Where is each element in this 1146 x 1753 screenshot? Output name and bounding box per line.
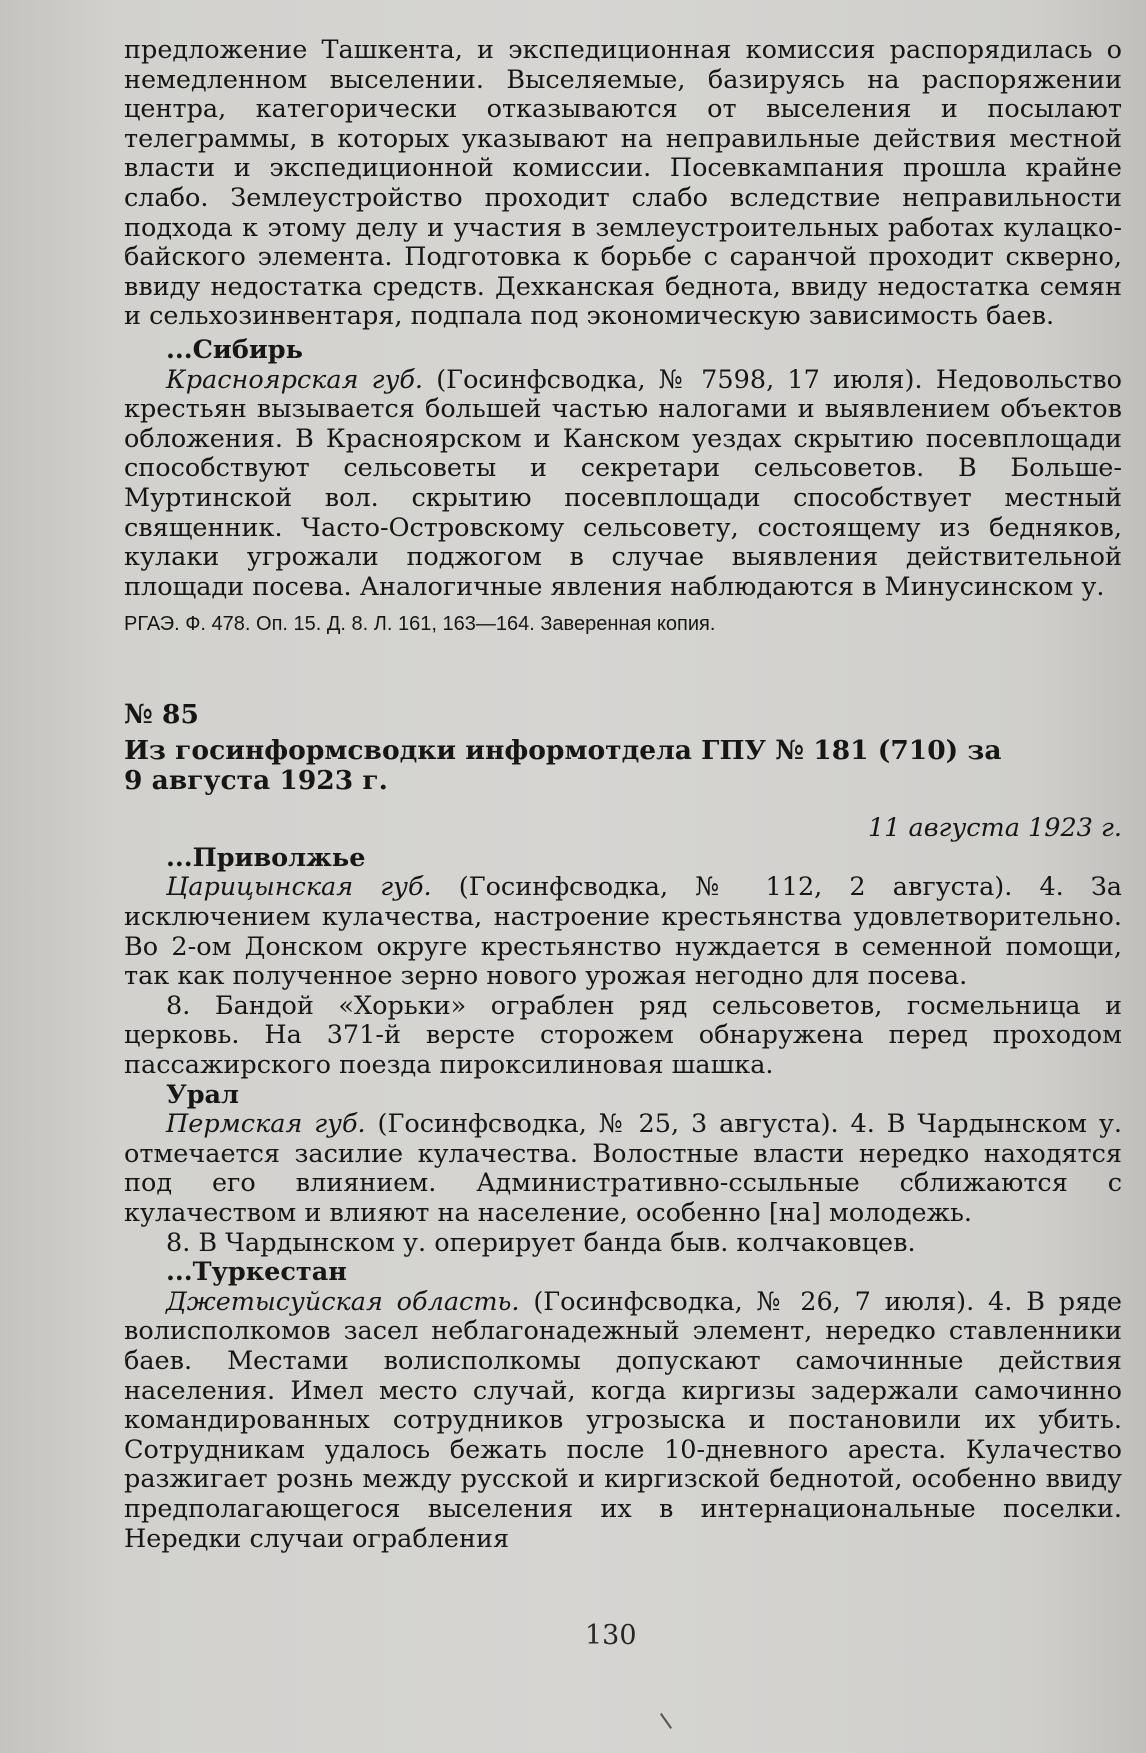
region-krasnoyarsk: Красноярская губ. [166,364,424,395]
heading-turkestan: ...Туркестан [166,1257,347,1288]
text-tsaritsyn: (Госинфсводка, № 112, 2 августа). 4. За исключением кулачества, настроение крестьянства удовлетворительно. Во 2-ом Донском округе крестьянство нуждается в семенной помощи, так как полученное зерно нового урожая негодно для посева. [124,872,1122,992]
archive-source: РГАЭ. Ф. 478. Оп. 15. Д. 8. Л. 161, 163—164. Заверенная копия. [124,613,716,636]
paragraph-jetysu [124,1288,1122,1554]
region-jetysu: Джетысуйская область. [166,1286,520,1317]
page-number: 130 [585,1620,637,1651]
paragraph-tsaritsyn [124,873,1122,991]
heading-siberia: ...Сибирь [166,334,303,365]
heading-volga: ...Приволжье [166,842,366,873]
text-perm: (Госинфсводка, № 25, 3 августа). 4. В Чардынском у. отмечается засилие кулачества. Волостные власти нередко находятся под его влиянием. Административно-ссыльные сближаются с кулачеством и влияют на население, особенно [на] молодежь. [124,1109,1122,1228]
heading-ural: Урал [166,1079,240,1110]
text-jetysu: (Госинфсводка, № 26, 7 июля). 4. В ряде волисполкомов засел неблагонадежный элемент, нередко ставленники баев. Местами волисполкомы допускают самочинные действия населения. Имел место случай, когда киргизы задержали самочинно командированных сотрудников угрозыска и постановили их убить. Сотрудникам удалось бежать после 10-дневного ареста. Кулачество разжигает рознь между русской и киргизской беднотой, особенно ввиду предполагающегося выселения их в интернациональные поселки. Нередки случаи ограбления [124,1286,1122,1554]
paragraph-perm-8: 8. В Чардынском у. оперирует банда быв. колчаковцев. [166,1227,916,1258]
paragraph-turkestan-cont: предложение Ташкента, и экспедиционная комиссия распорядилась о немедленном выселении. Выселяемые, базируясь на распоряжении центра, категорически отказываются от выселения и посылают телеграммы, в которых указывают на неправильные действия местной власти и экспедиционной комиссии. Посевкампания прошла крайне слабо. Землеустройство проходит слабо вследствие неправильности подхода к этому делу и участия в землеустроительных работах кулацко-байского элемента. Подготовка к борьбе с саранчой проходит скверно, ввиду недостатка средств. Дехканская беднота, ввиду недостатка семян и сельхозинвентаря, подпала под экономическую зависимость баев. [124,35,1122,332]
paragraph-perm [124,1110,1122,1228]
text-krasnoyarsk: (Госинфсводка, № 7598, 17 июля). Недовольство крестьян вызывается большей частью налогами и выявлением объектов обложения. В Красноярском и Канском уездах скрытию посевплощади способствуют сельсоветы и секретари сельсоветов. В Больше-Муртинской вол. скрытию посевплощади способствует местный священник. Часто-Островскому сельсовету, состоящему из бедняков, кулаки угрожали поджогом в случае выявления действительной площади посева. Аналогичные явления наблюдаются в Минусинском у. [124,364,1123,602]
region-perm: Пермская губ. [166,1109,366,1140]
page-body [124,36,1122,1554]
document-title: Из госинформсводки информотдела ГПУ № 181 (710) за 9 августа 1923 г. [124,735,1002,797]
pen-mark [660,1713,672,1729]
paragraph-tsaritsyn-8: 8. Бандой «Хорьки» ограблен ряд сельсоветов, госмельница и церковь. На 371-й версте сторожем обнаружена перед проходом пассажирского поезда пироксилиновая шашка. [124,990,1122,1081]
region-tsaritsyn: Царицынская губ. [166,872,432,903]
document-date: 11 августа 1923 г. [867,813,1122,844]
document-number: № 85 [124,699,199,731]
paragraph-krasnoyarsk [124,366,1122,603]
